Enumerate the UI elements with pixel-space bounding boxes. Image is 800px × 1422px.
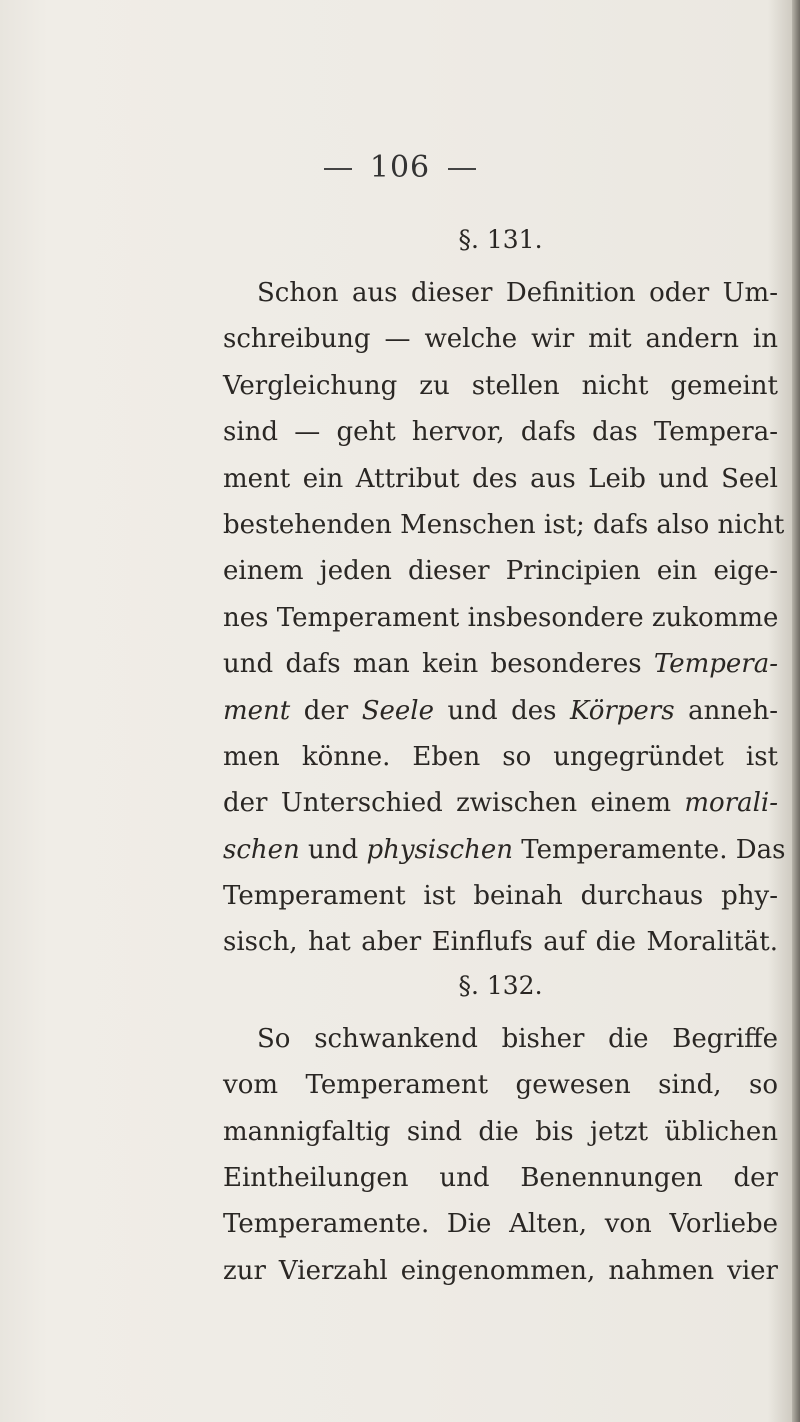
- text-line: Vergleichung zu stellen nicht gemeint: [223, 370, 778, 401]
- text-line: einem jeden dieser Principien ein eige-: [223, 556, 778, 587]
- emphasis: ment: [223, 695, 291, 726]
- text-line: So schwankend bisher die Begriffe: [257, 1023, 778, 1054]
- text-line: Eintheilungen und Benennungen der: [223, 1163, 778, 1194]
- text-line: schreibung — welche wir mit andern in: [223, 324, 778, 355]
- dash-right: [448, 168, 476, 170]
- text-line: Schon aus dieser Definition oder Um-: [257, 278, 778, 308]
- text-line: bestehenden Menschen ist; dafs also nicht: [223, 509, 785, 540]
- section-heading: §. 132.: [458, 970, 543, 1000]
- dash-left: [324, 168, 352, 170]
- emphasis: Körpers: [569, 695, 675, 726]
- text-line: Temperamente. Die Alten, von Vorliebe: [223, 1209, 778, 1240]
- emphasis: schen: [223, 834, 300, 865]
- text-line: schen und physischen Temperamente. Das: [223, 834, 786, 865]
- text-line: nes Temperament insbesondere zukomme: [223, 602, 779, 633]
- text-line: zur Vierzahl eingenommen, nahmen vier: [223, 1255, 778, 1286]
- text-line: ment ein Attribut des aus Leib und Seel: [223, 463, 778, 494]
- page-number-header: [0, 150, 800, 185]
- section-heading: §. 131.: [458, 225, 543, 254]
- text-line: mannigfaltig sind die bis jetzt üblichen: [223, 1116, 778, 1147]
- text-line: ment der Seele und des Körpers anneh-: [223, 695, 778, 726]
- page-edge-shadow: [792, 0, 800, 1422]
- text-line: sind — geht hervor, dafs das Tempera-: [223, 417, 778, 448]
- emphasis: physischen: [366, 834, 513, 865]
- emphasis: Tempera-: [653, 649, 778, 680]
- text-line: und dafs man kein besonderes Tempera-: [223, 649, 778, 680]
- text-line: der Unterschied zwischen einem morali-: [223, 788, 778, 819]
- body-text: [223, 220, 786, 1294]
- page-number: 106: [369, 150, 431, 185]
- text-line: vom Temperament gewesen sind, so: [223, 1070, 778, 1101]
- text-line: sisch, hat aber Einflufs auf die Moralität.: [223, 927, 778, 958]
- text-line: Temperament ist beinah durchaus phy-: [223, 881, 778, 912]
- emphasis: Seele: [361, 695, 434, 726]
- text-line: men könne. Eben so ungegründet ist: [223, 741, 778, 772]
- emphasis: morali-: [684, 788, 778, 819]
